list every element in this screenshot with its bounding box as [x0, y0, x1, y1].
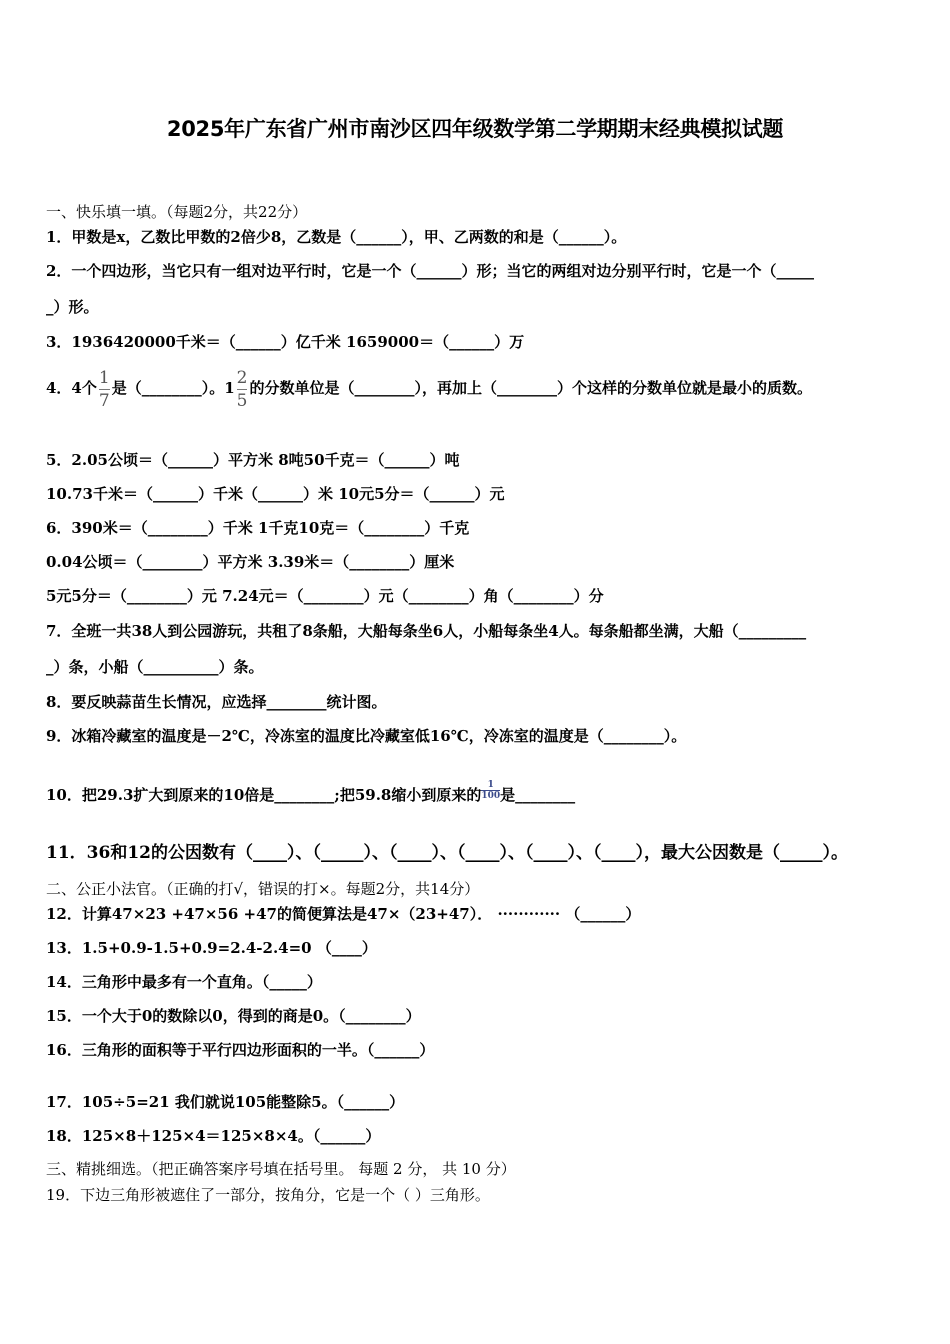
question-6-line-2: 0.04公顷＝（________）平方米 3.39米＝（________）厘米	[46, 553, 455, 571]
question-5-line-2: 10.73千米＝（______）千米（______）米 10元5分＝（______）元	[46, 485, 505, 503]
question-18: 18．125×8＋125×4＝125×8×4。（______）	[46, 1127, 381, 1145]
question-15: 15．一个大于0的数除以0，得到的商是0。（________）	[46, 1007, 421, 1025]
question-8: 8．要反映蒜苗生长情况，应选择________统计图。	[46, 693, 387, 711]
fraction-denominator: 5	[236, 390, 248, 411]
question-2-line-2: _）形。	[46, 298, 99, 316]
question-12: 12．计算47×23 +47×56 +47的简便算法是47×（23+47）． ············ （______）	[46, 905, 641, 923]
question-9: 9．冰箱冷藏室的温度是－2℃，冷冻室的温度比冷藏室低16℃，冷冻室的温度是（________）。	[46, 727, 687, 745]
fraction-one-hundredth	[481, 780, 500, 801]
question-17: 17．105÷5=21 我们就说105能整除5。（______）	[46, 1093, 405, 1111]
fraction-numerator: 1	[98, 367, 110, 388]
question-4	[46, 366, 920, 411]
question-2-line-1: 2．一个四边形，当它只有一组对边平行时，它是一个（______）形；当它的两组对边分别平行时，它是一个（_____	[46, 262, 814, 280]
question-14: 14．三角形中最多有一个直角。（_____）	[46, 973, 322, 991]
question-11: 11．36和12的公因数有（____）、（_____）、（____）、（____）、（____）、（____），最大公因数是（_____）。	[46, 843, 848, 863]
fraction-bar	[99, 389, 110, 390]
question-1: 1．甲数是x，乙数比甲数的2倍少8，乙数是（______），甲、乙两数的和是（______）。	[46, 228, 627, 246]
fraction-numerator: 1	[487, 780, 494, 790]
question-6-line-3: 5元5分＝（________）元 7.24元＝（________）元（________）角（________）分	[46, 587, 604, 605]
question-5-line-1: 5．2.05公顷＝（______）平方米 8吨50千克＝（______）吨	[46, 451, 460, 469]
question-7-line-2: _）条，小船（__________）条。	[46, 658, 264, 676]
fraction-bar	[237, 389, 248, 390]
question-4-text-2: 是（________）。1	[111, 379, 235, 397]
question-4-text-3: 的分数单位是（________），再加上（________）个这样的分数单位就是最小的质数。	[249, 379, 812, 397]
fraction-numerator: 2	[236, 367, 248, 388]
fraction-two-fifths	[237, 368, 248, 411]
question-7-line-1: 7．全班一共38人到公园游玩，共租了8条船，大船每条坐6人，小船每条坐4人。每条船都坐满，大船（_________	[46, 622, 807, 640]
question-19: 19．下边三角形被遮住了一部分，按角分，它是一个（ ）三角形。	[46, 1186, 490, 1204]
section-heading-3: 三、精挑细选。（把正确答案序号填在括号里。 每题 2 分， 共 10 分）	[46, 1160, 516, 1178]
question-10	[46, 780, 920, 805]
question-10-text-1: 10．把29.3扩大到原来的10倍是________;把59.8缩小到原来的	[46, 786, 482, 804]
question-10-text-2: 是________	[500, 786, 576, 804]
page-title: 2025年广东省广州市南沙区四年级数学第二学期期末经典模拟试题	[166, 117, 784, 141]
question-16: 16．三角形的面积等于平行四边形面积的一半。（______）	[46, 1041, 435, 1059]
question-4-text-1: 4．4个	[46, 379, 97, 397]
fraction-one-seventh	[99, 368, 110, 411]
fraction-denominator: 100	[481, 791, 501, 801]
question-3: 3．1936420000千米＝（______）亿千米 1659000＝（______）万	[46, 333, 525, 351]
fraction-denominator: 7	[98, 390, 110, 411]
question-6-line-1: 6．390米＝（________）千米 1千克10克＝（________）千克	[46, 519, 470, 537]
section-heading-1: 一、快乐填一填。（每题2分，共22分）	[46, 203, 308, 221]
question-13: 13．1.5+0.9-1.5+0.9=2.4-2.4=0 （____）	[46, 939, 377, 957]
section-heading-2: 二、公正小法官。（正确的打√，错误的打×。每题2分，共14分）	[46, 880, 480, 898]
